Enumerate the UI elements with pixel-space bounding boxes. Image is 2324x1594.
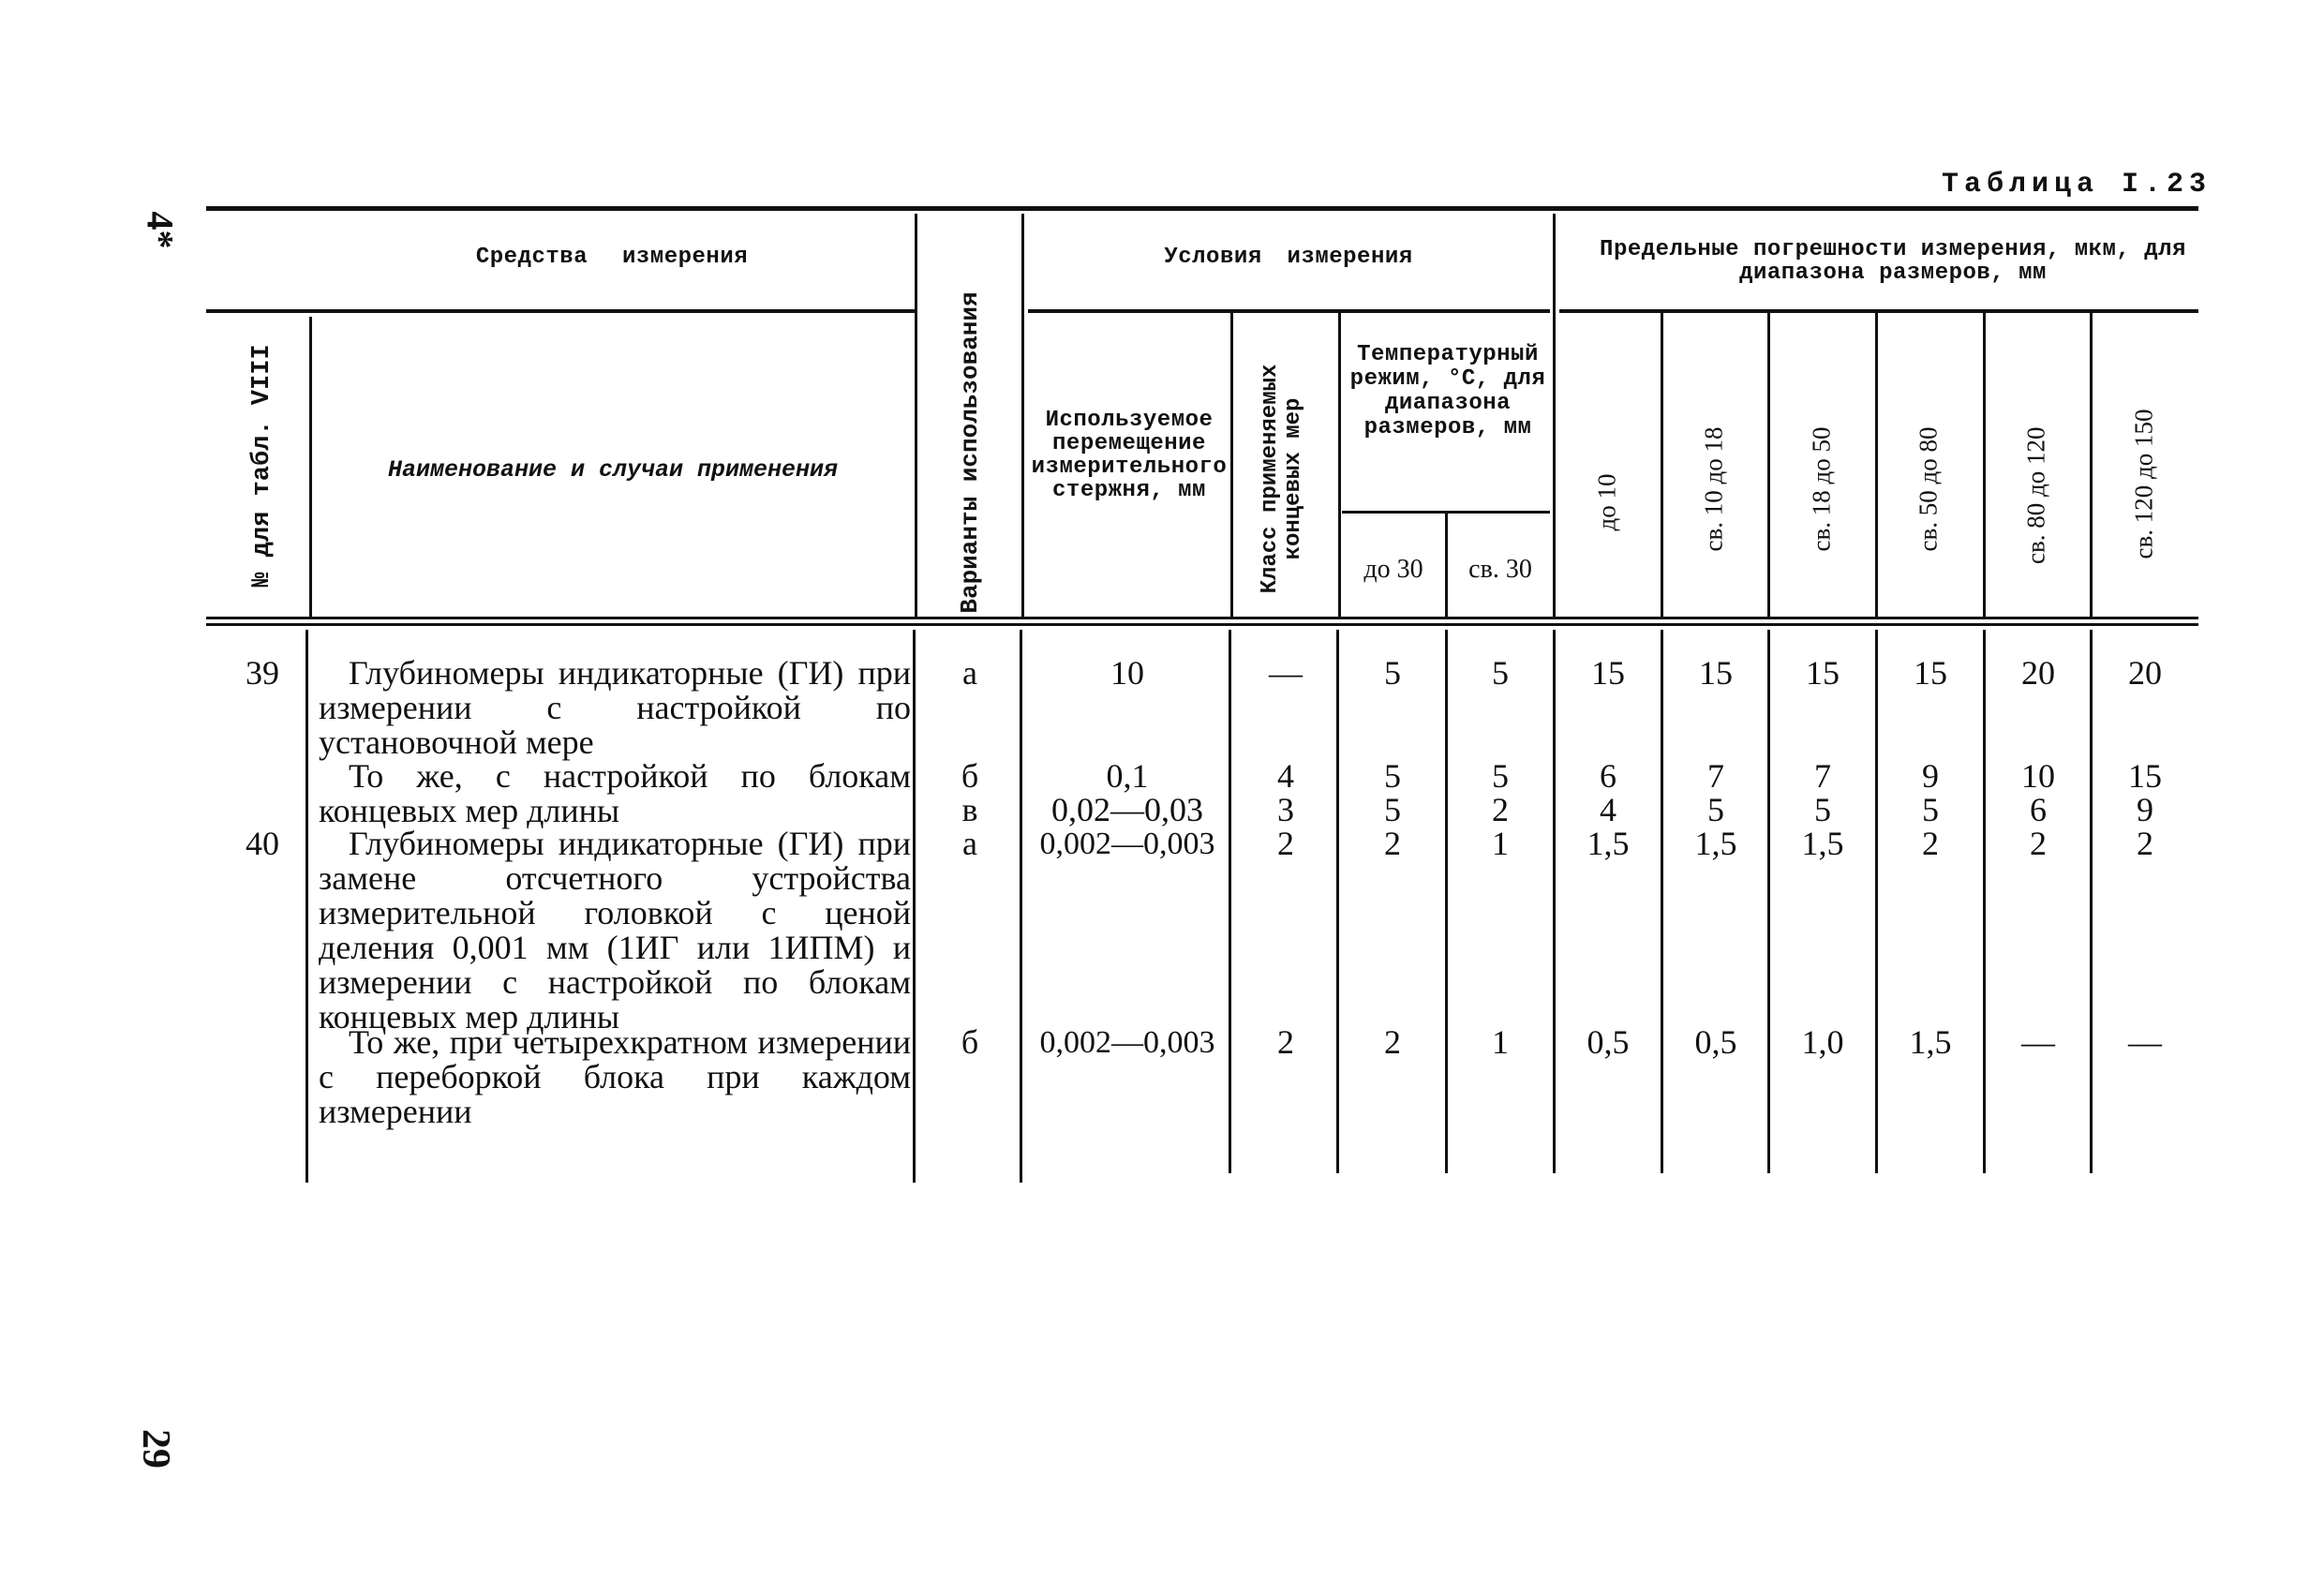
row5-e0: 0,5 [1587, 1023, 1630, 1061]
row5-t30p: 1 [1492, 1023, 1509, 1061]
row5-move: 0,002—0,003 [1039, 1025, 1215, 1060]
row1-t30: 5 [1384, 654, 1401, 692]
header-range-5: св. 120 до 150 [2129, 409, 2158, 559]
header-col-num: № для табл. VIII [248, 344, 276, 588]
header-col-variants: Варианты использования [956, 291, 984, 614]
row1-e1: 15 [1699, 654, 1733, 692]
row4-e0: 1,5 [1587, 825, 1630, 862]
row4-e3: 2 [1922, 825, 1939, 862]
row1-move: 10 [1110, 654, 1144, 692]
row2-class: 4 [1277, 757, 1294, 795]
row4-e5: 2 [2137, 825, 2153, 862]
row5-t30: 2 [1384, 1023, 1401, 1061]
row5-class: 2 [1277, 1023, 1294, 1061]
row1-class: — [1269, 654, 1303, 692]
row5-e5: — [2128, 1023, 2162, 1061]
row5-e4: — [2021, 1023, 2055, 1061]
row3-t30p: 2 [1492, 791, 1509, 828]
row2-e2: 7 [1814, 757, 1831, 795]
header-range-2: св. 18 до 50 [1807, 426, 1836, 552]
row3-t30: 5 [1384, 791, 1401, 828]
header-range-0: до 10 [1592, 473, 1621, 531]
page-number: 29 [134, 1429, 177, 1468]
header-group-conditions: Условия измерения [1164, 245, 1413, 270]
row2-e4: 10 [2021, 757, 2055, 795]
row4-variant: а [962, 825, 977, 862]
header-col-temp-b: св. 30 [1468, 555, 1532, 584]
row2-variant: б [961, 757, 979, 795]
row4-t30: 2 [1384, 825, 1401, 862]
side-mark: 4* [139, 211, 182, 249]
table-title: Таблица I.23 [1941, 169, 2212, 201]
row3-e0: 4 [1600, 791, 1616, 828]
row1-e0: 15 [1591, 654, 1625, 692]
row4-e2: 1,5 [1801, 825, 1844, 862]
row1-e3: 15 [1914, 654, 1947, 692]
row2-move: 0,1 [1106, 757, 1149, 795]
header-col-move: Используемое перемещение измерительного стержня, мм [1031, 408, 1228, 503]
row4-num: 40 [246, 825, 279, 862]
header-group-errors: Предельные погрешности измерения, мкм, для диапазона размеров, мм [1600, 237, 2186, 286]
row4-class: 2 [1277, 825, 1294, 862]
row2-e5: 15 [2128, 757, 2162, 795]
row3-variant: в [961, 791, 978, 828]
row2-t30p: 5 [1492, 757, 1509, 795]
row4-e1: 1,5 [1694, 825, 1737, 862]
header-col-class: Класс применяемых концевых мер [1258, 364, 1306, 594]
row1-t30p: 5 [1492, 654, 1509, 692]
row5-variant: б [961, 1023, 979, 1061]
row1-e4: 20 [2021, 654, 2055, 692]
row2-e1: 7 [1707, 757, 1724, 795]
row2-e0: 6 [1600, 757, 1616, 795]
row3-class: 3 [1277, 791, 1294, 828]
row5-e3: 1,5 [1909, 1023, 1952, 1061]
row2-t30: 5 [1384, 757, 1401, 795]
header-col-temp: Температурный режим, °С, для диапазона размеров, мм [1349, 342, 1546, 440]
row5-e1: 0,5 [1694, 1023, 1737, 1061]
header-range-3: св. 50 до 80 [1914, 426, 1943, 552]
row4-move: 0,002—0,003 [1039, 827, 1215, 861]
row2-desc: То же, с настройкой по блокам концевых мер длины [319, 757, 911, 829]
row3-move: 0,02—0,03 [1051, 791, 1203, 828]
row1-num: 39 [246, 654, 279, 692]
row3-e5: 9 [2137, 791, 2153, 828]
row1-variant: а [962, 654, 977, 692]
row4-t30p: 1 [1492, 825, 1509, 862]
row4-desc: Глубиномеры индикаторные (ГИ) при замене отсчетного устройства измерительной головкой с ценой деления 0,001 мм (1ИГ или 1ИПМ) и измерении с настройкой по блокам концевых мер длины [319, 825, 911, 1035]
header-range-4: св. 80 до 120 [2021, 426, 2050, 564]
header-group-means: Средства измерения [475, 245, 749, 270]
row4-e4: 2 [2030, 825, 2047, 862]
header-col-name: Наименование и случаи применения [387, 456, 839, 484]
row3-e1: 5 [1707, 791, 1724, 828]
row3-e2: 5 [1814, 791, 1831, 828]
row2-e3: 9 [1922, 757, 1939, 795]
header-col-temp-a: до 30 [1363, 555, 1423, 584]
header-range-1: св. 10 до 18 [1699, 426, 1728, 552]
row5-desc: То же, при четырехкратном измерении с переборкой блока при каждом измерении [319, 1023, 911, 1130]
row1-e5: 20 [2128, 654, 2162, 692]
row1-e2: 15 [1806, 654, 1840, 692]
row5-e2: 1,0 [1801, 1023, 1844, 1061]
row3-e4: 6 [2030, 791, 2047, 828]
row1-desc: Глубиномеры индикаторные (ГИ) при измерении с настройкой по установочной мере [319, 654, 911, 761]
row3-e3: 5 [1922, 791, 1939, 828]
